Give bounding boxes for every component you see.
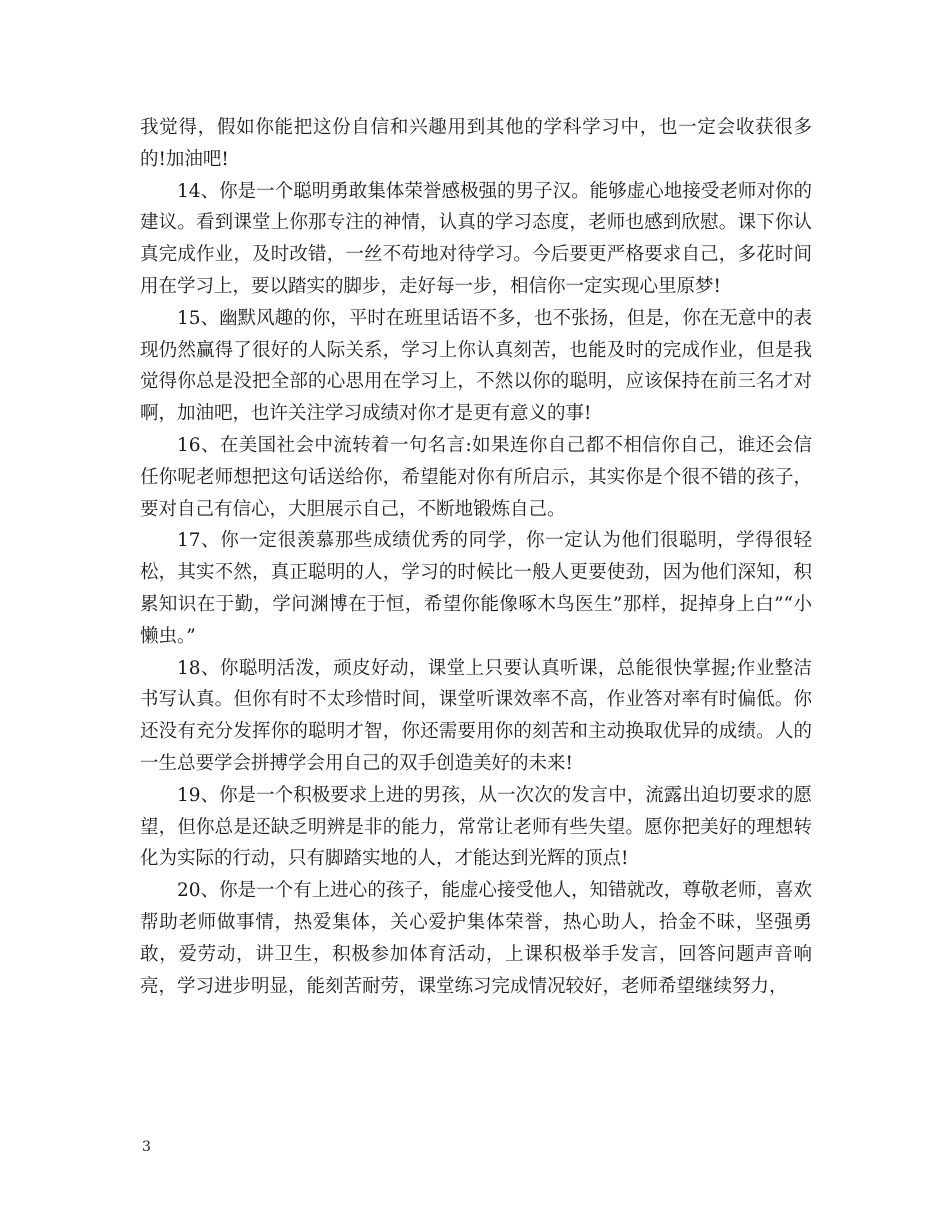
comment-paragraph-17: 17、你一定很羡慕那些成绩优秀的同学，你一定认为他们很聪明，学得很轻松，其实不然，真正聪明的人，学习的时候比一般人更要使劲，因为他们深知，积累知识在于勤，学问渊博在于恒，希望你能像啄木鸟医生”那样，捉掉身上白”“小懒虫。”	[140, 530, 812, 647]
comment-paragraph-20: 20、你是一个有上进心的孩子，能虚心接受他人，知错就改，尊敬老师，喜欢帮助老师做事情，热爱集体，关心爱护集体荣誉，热心助人，拾金不昧，坚强勇敢，爱劳动，讲卫生，积极参加体育活动，上课积极举手发言，回答问题声音响亮，学习进步明显，能刻苦耐劳，课堂练习完成情况较好，老师希望继续努力，	[140, 880, 812, 997]
comment-paragraph-15: 15、幽默风趣的你，平时在班里话语不多，也不张扬，但是，你在无意中的表现仍然赢得了很好的人际关系，学习上你认真刻苦，也能及时的完成作业，但是我觉得你总是没把全部的心思用在学习上，不然以你的聪明，应该保持在前三名才对啊，加油吧，也许关注学习成绩对你才是更有意义的事!	[140, 307, 812, 425]
comment-paragraph-14: 14、你是一个聪明勇敢集体荣誉感极强的男子汉。能够虚心地接受老师对你的建议。看到课堂上你那专注的神情，认真的学习态度，老师也感到欣慰。课下你认真完成作业，及时改错，一丝不苟地对待学习。今后要更严格要求自己，多花时间用在学习上，要以踏实的脚步，走好每一步，相信你一定实现心里原梦!	[140, 180, 812, 297]
comment-paragraph-19: 19、你是一个积极要求上进的男孩，从一次次的发言中，流露出迫切要求的愿望，但你总是还缺乏明辨是非的能力，常常让老师有些失望。愿你把美好的理想转化为实际的行动，只有脚踏实地的人，才能达到光辉的顶点!	[140, 784, 812, 870]
comment-paragraph-18: 18、你聪明活泼，顽皮好动，课堂上只要认真听课，总能很快掌握;作业整洁书写认真。但你有时不太珍惜时间，课堂听课效率不高，作业答对率有时偏低。你还没有充分发挥你的聪明才智，你还需要用你的刻苦和主动换取优异的成绩。人的一生总要学会拼搏学会用自己的双手创造美好的未来!	[140, 657, 812, 774]
page-number: 3	[142, 1139, 151, 1155]
paragraph-continuation: 我觉得，假如你能把这份自信和兴趣用到其他的学科学习中，也一定会收获很多的!加油吧!	[140, 117, 812, 170]
comment-paragraph-16: 16、在美国社会中流转着一句名言:如果连你自己都不相信你自己，谁还会信任你呢老师想把这句话送给你，希望能对你有所启示，其实你是个很不错的孩子，要对自己有信心，大胆展示自己，不断地锻炼自己。	[140, 434, 812, 520]
document-body	[140, 112, 812, 1002]
